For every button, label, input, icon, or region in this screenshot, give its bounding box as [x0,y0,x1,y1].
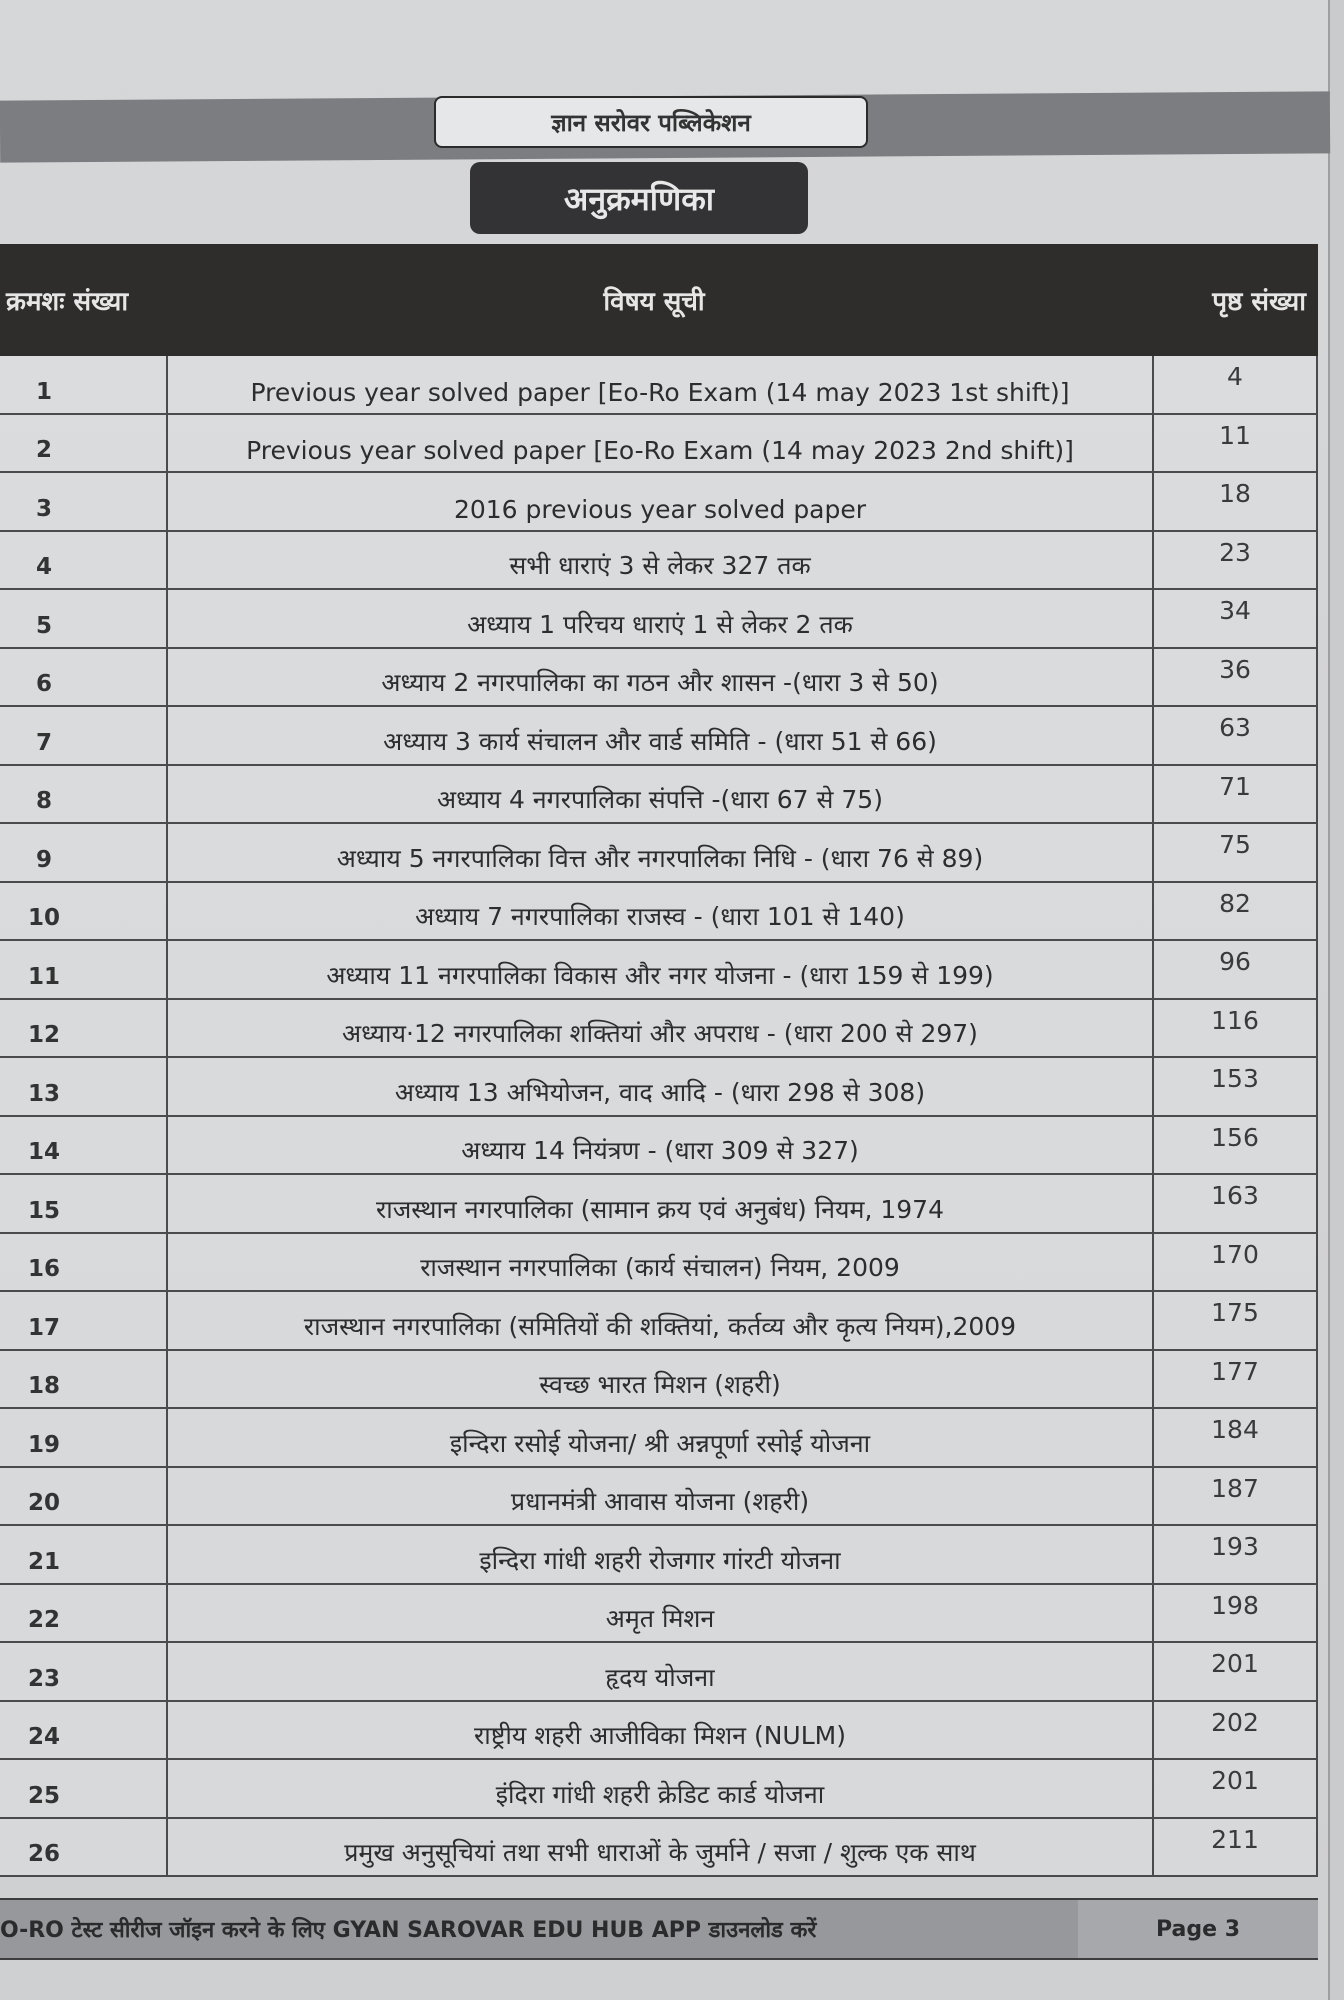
table-row [0,1526,1318,1585]
serial-number: 3 [0,473,168,530]
subject-title: अध्याय 14 नियंत्रण - (धारा 309 से 327) [168,1117,1154,1174]
page-number-cell: 153 [1154,1058,1318,1115]
page-number-cell: 201 [1154,1643,1318,1700]
subject-title: Previous year solved paper [Eo-Ro Exam (14 may 2023 1st shift)] [168,356,1154,413]
table-row [0,707,1318,766]
serial-number: 4 [0,532,168,589]
table-row [0,1351,1318,1410]
subject-title: इंदिरा गांधी शहरी क्रेडिट कार्ड योजना [168,1760,1154,1817]
subject-title: हृदय योजना [168,1643,1154,1700]
page-number-cell: 187 [1154,1468,1318,1525]
page-number-cell: 36 [1154,649,1318,706]
serial-number: 15 [0,1175,168,1232]
page-number-cell: 175 [1154,1292,1318,1349]
table-row [0,356,1318,415]
table-row [0,883,1318,942]
table-row [0,766,1318,825]
serial-number: 19 [0,1409,168,1466]
serial-number: 12 [0,1000,168,1057]
page-number-cell: 211 [1154,1819,1318,1876]
subject-title: 2016 previous year solved paper [168,473,1154,530]
serial-number: 21 [0,1526,168,1583]
table-row [0,1585,1318,1644]
page-number-cell: 116 [1154,1000,1318,1057]
column-header-serial: क्रमशः संख्या [6,287,129,317]
serial-number: 1 [0,356,168,413]
subject-title: अध्याय 11 नगरपालिका विकास और नगर योजना - (धारा 159 से 199) [168,941,1154,998]
column-header-subject: विषय सूची [603,287,705,317]
table-row [0,1058,1318,1117]
page-title: अनुक्रमणिका [470,162,808,234]
subject-title: सभी धाराएं 3 से लेकर 327 तक [168,532,1154,589]
page-number-cell: 63 [1154,707,1318,764]
table-row [0,473,1318,532]
subject-title: इन्दिरा गांधी शहरी रोजगार गांरटी योजना [168,1526,1154,1583]
serial-number: 23 [0,1643,168,1700]
page-number-cell: 156 [1154,1117,1318,1174]
page-number-cell: 11 [1154,415,1318,472]
table-of-contents [0,244,1318,1877]
serial-number: 6 [0,649,168,706]
subject-title: प्रधानमंत्री आवास योजना (शहरी) [168,1468,1154,1525]
page-number-cell: 201 [1154,1760,1318,1817]
table-row [0,590,1318,649]
subject-title: राजस्थान नगरपालिका (कार्य संचालन) नियम, 2009 [168,1234,1154,1291]
table-row [0,532,1318,591]
page-number-cell: 34 [1154,590,1318,647]
page-number-cell: 23 [1154,532,1318,589]
page-number-cell: 202 [1154,1702,1318,1759]
serial-number: 18 [0,1351,168,1408]
table-row [0,1117,1318,1176]
page-number-cell: 163 [1154,1175,1318,1232]
subject-title: अध्याय 3 कार्य संचालन और वार्ड समिति - (धारा 51 से 66) [168,707,1154,764]
page-number-cell: 18 [1154,473,1318,530]
serial-number: 11 [0,941,168,998]
serial-number: 14 [0,1117,168,1174]
subject-title: स्वच्छ भारत मिशन (शहरी) [168,1351,1154,1408]
serial-number: 24 [0,1702,168,1759]
subject-title: अध्याय 5 नगरपालिका वित्त और नगरपालिका निधि - (धारा 76 से 89) [168,824,1154,881]
page-number-cell: 4 [1154,356,1318,413]
page-number-cell: 82 [1154,883,1318,940]
page-number-cell: 184 [1154,1409,1318,1466]
footer-promo-text: O-RO टेस्ट सीरीज जॉइन करने के लिए GYAN SAROVAR EDU HUB APP डाउनलोड करें [0,1918,817,1943]
table-row [0,1468,1318,1527]
serial-number: 16 [0,1234,168,1291]
subject-title: राजस्थान नगरपालिका (समितियों की शक्तियां, कर्तव्य और कृत्य नियम),2009 [168,1292,1154,1349]
subject-title: अध्याय 1 परिचय धाराएं 1 से लेकर 2 तक [168,590,1154,647]
subject-title: अध्याय 13 अभियोजन, वाद आदि - (धारा 298 से 308) [168,1058,1154,1115]
table-row [0,1234,1318,1293]
serial-number: 2 [0,415,168,472]
serial-number: 7 [0,707,168,764]
table-row [0,1292,1318,1351]
subject-title: राष्ट्रीय शहरी आजीविका मिशन (NULM) [168,1702,1154,1759]
page-number: Page 3 [1078,1900,1318,1958]
table-row [0,1702,1318,1761]
table-header [0,244,1318,356]
subject-title: इन्दिरा रसोई योजना/ श्री अन्नपूर्णा रसोई योजना [168,1409,1154,1466]
table-row [0,1643,1318,1702]
subject-title: प्रमुख अनुसूचियां तथा सभी धाराओं के जुर्माने / सजा / शुल्क एक साथ [168,1819,1154,1876]
subject-title: Previous year solved paper [Eo-Ro Exam (14 may 2023 2nd shift)] [168,415,1154,472]
serial-number: 22 [0,1585,168,1642]
page-number-cell: 177 [1154,1351,1318,1408]
page-number-cell: 71 [1154,766,1318,823]
table-row [0,1409,1318,1468]
subject-title: अध्याय 4 नगरपालिका संपत्ति -(धारा 67 से 75) [168,766,1154,823]
page-number-cell: 75 [1154,824,1318,881]
table-row [0,415,1318,474]
table-row [0,941,1318,1000]
table-body [0,356,1318,1877]
table-row [0,824,1318,883]
table-row [0,1000,1318,1059]
page-number-cell: 96 [1154,941,1318,998]
subject-title: अध्याय 2 नगरपालिका का गठन और शासन -(धारा 3 से 50) [168,649,1154,706]
publisher-name: ज्ञान सरोवर पब्लिकेशन [434,96,868,148]
subject-title: राजस्थान नगरपालिका (सामान क्रय एवं अनुबंध) नियम, 1974 [168,1175,1154,1232]
serial-number: 8 [0,766,168,823]
serial-number: 25 [0,1760,168,1817]
subject-title: अध्याय 7 नगरपालिका राजस्व - (धारा 101 से 140) [168,883,1154,940]
footer-band [0,1898,1318,1960]
column-header-page: पृष्ठ संख्या [1212,287,1306,317]
serial-number: 5 [0,590,168,647]
table-row [0,649,1318,708]
page-number-cell: 193 [1154,1526,1318,1583]
table-row [0,1819,1318,1878]
page-number-cell: 170 [1154,1234,1318,1291]
table-row [0,1175,1318,1234]
page-number-cell: 198 [1154,1585,1318,1642]
serial-number: 17 [0,1292,168,1349]
serial-number: 20 [0,1468,168,1525]
serial-number: 10 [0,883,168,940]
serial-number: 9 [0,824,168,881]
serial-number: 13 [0,1058,168,1115]
subject-title: अमृत मिशन [168,1585,1154,1642]
serial-number: 26 [0,1819,168,1876]
table-row [0,1760,1318,1819]
subject-title: अध्याय·12 नगरपालिका शक्तियां और अपराध - (धारा 200 से 297) [168,1000,1154,1057]
